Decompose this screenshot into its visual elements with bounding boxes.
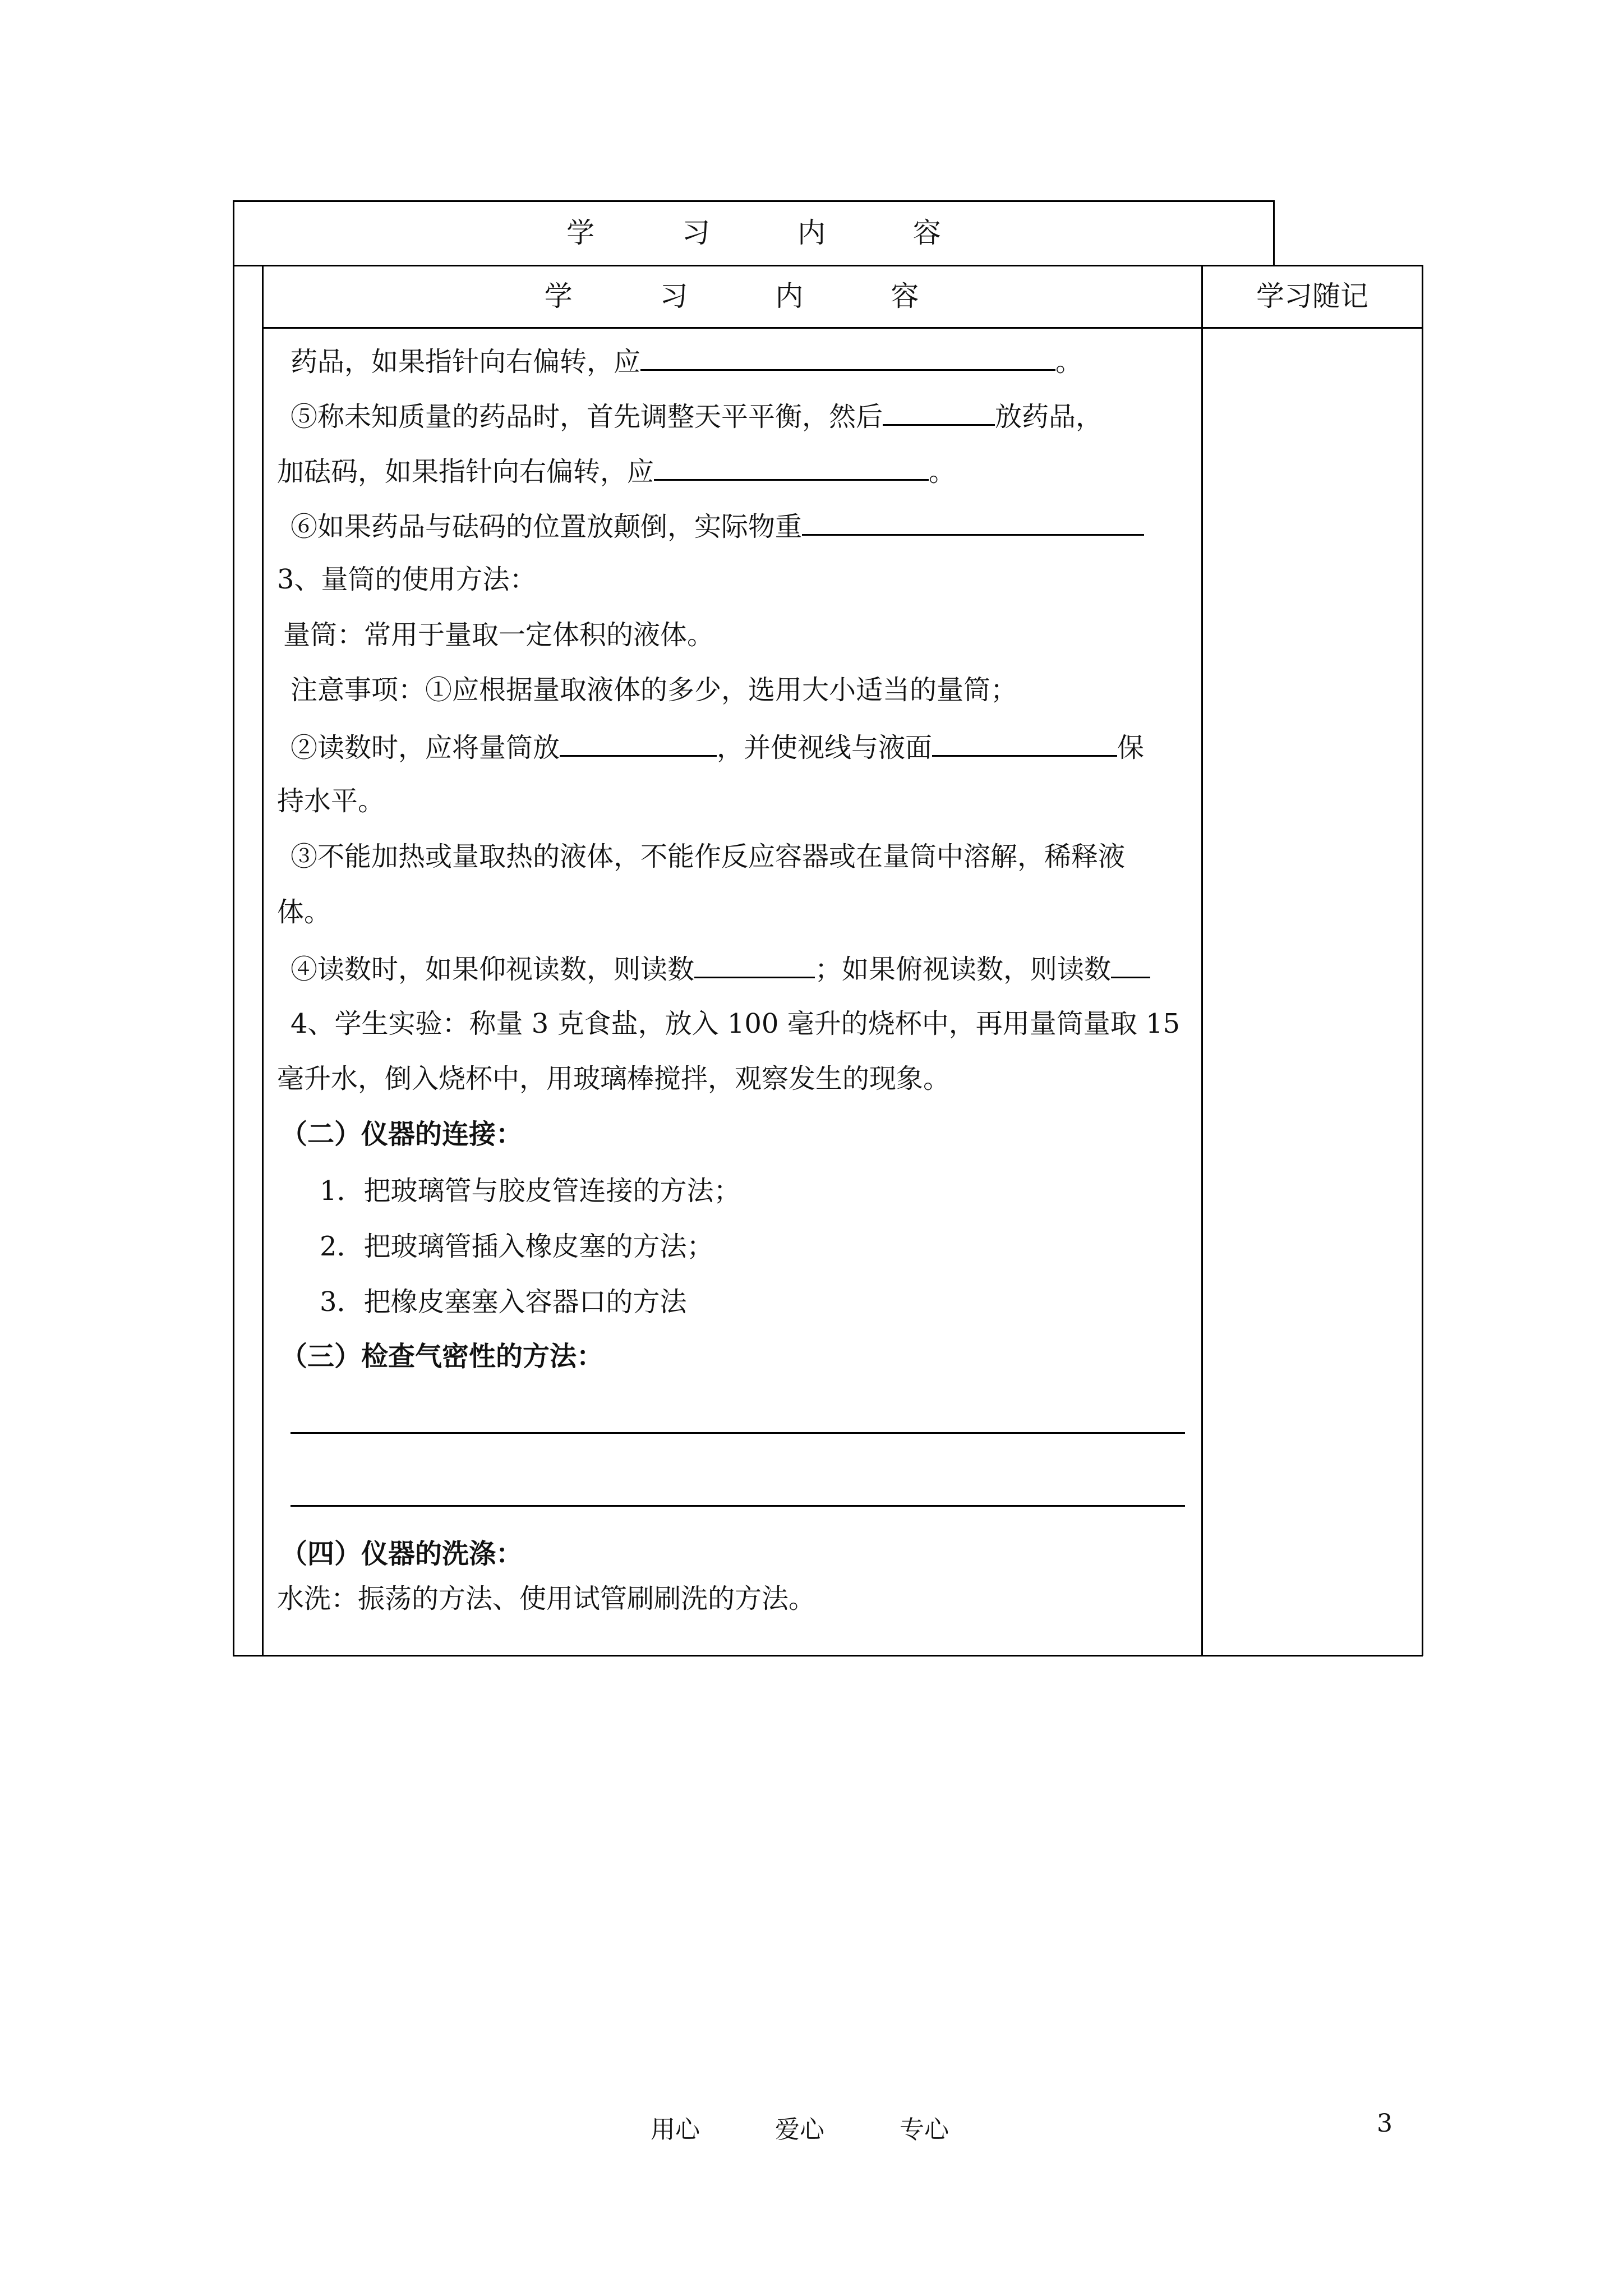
footer-motto <box>651 2109 949 2145</box>
motto-3: 专心 <box>900 2115 949 2144</box>
section-heading-4: （四）仪器的洗涤： <box>280 1538 523 1570</box>
answer-blank <box>932 729 1117 757</box>
outer-top-border <box>233 200 1275 202</box>
header-bottom-border <box>262 327 1423 329</box>
answer-blank <box>883 398 995 426</box>
table-bottom-border <box>233 1655 1423 1657</box>
outer-header-char-2: 习 <box>682 217 711 249</box>
outer-header-char-3: 内 <box>797 217 826 249</box>
inner-header-char-2: 习 <box>660 280 688 312</box>
outer-header-char-4: 容 <box>912 217 941 249</box>
text-line-10: ③不能加热或量取热的液体，不能作反应容器或在量筒中溶解，稀释液 <box>291 841 1126 872</box>
text-line-7: 注意事项：①应根据量取液体的多少，选用大小适当的量筒； <box>291 674 1018 706</box>
answer-blank <box>560 729 717 757</box>
outer-header <box>233 216 1275 250</box>
column-divider <box>1201 265 1203 1656</box>
inner-header <box>262 279 1201 313</box>
inner-header-char-3: 内 <box>775 280 804 312</box>
answer-line-2 <box>291 1505 1185 1507</box>
section-heading-2: （二）仪器的连接： <box>280 1119 523 1150</box>
list-item-2-2: 2．把玻璃管插入橡皮塞的方法； <box>320 1231 714 1262</box>
inner-right-border <box>1422 265 1423 1656</box>
text-line-13: 4、学生实验：称量 3 克食盐，放入 100 毫升的烧杯中，再用量筒量取 15 <box>291 1008 1181 1039</box>
answer-blank <box>802 508 1144 536</box>
motto-2: 爱心 <box>775 2115 824 2144</box>
inner-left-border <box>262 265 264 1656</box>
outer-left-border <box>233 200 234 1656</box>
text-line-8: ②读数时，应将量筒放 ，并使视线与液面 保 <box>291 729 1144 765</box>
inner-header-char-1: 学 <box>544 280 573 312</box>
text-line-14: 毫升水，倒入烧杯中，用玻璃棒搅拌，观察发生的现象。 <box>277 1063 951 1094</box>
answer-blank <box>694 951 815 978</box>
answer-line-1 <box>291 1432 1185 1434</box>
text-line-12: ④读数时，如果仰视读数，则读数 ；如果俯视读数，则读数 <box>291 951 1150 986</box>
text-line-3: 加砝码，如果指针向右偏转，应 。 <box>277 453 956 489</box>
answer-blank <box>1111 951 1150 978</box>
text-line-1: 药品，如果指针向右偏转，应 。 <box>291 343 1082 379</box>
text-line-9: 持水平。 <box>277 785 385 817</box>
answer-blank <box>654 453 929 481</box>
list-item-2-3: 3．把橡皮塞塞入容器口的方法 <box>320 1286 687 1318</box>
text-line-6: 量筒：常用于量取一定体积的液体。 <box>283 619 714 651</box>
outer-header-char-1: 学 <box>566 217 595 249</box>
text-line-5: 3、量筒的使用方法： <box>277 564 537 595</box>
list-item-2-1: 1．把玻璃管与胶皮管连接的方法； <box>320 1175 741 1207</box>
inner-header-char-4: 容 <box>891 280 919 312</box>
inner-top-border <box>233 265 1423 266</box>
text-line-11: 体。 <box>277 896 331 928</box>
page-number: 3 <box>1377 2109 1393 2138</box>
section-heading-3: （三）检查气密性的方法： <box>280 1341 604 1372</box>
motto-1: 用心 <box>651 2115 700 2144</box>
answer-blank <box>640 343 1055 371</box>
text-line-wash: 水洗：振荡的方法、使用试管刷刷洗的方法。 <box>277 1583 816 1614</box>
notes-header: 学习随记 <box>1256 280 1368 312</box>
text-line-2: ⑤称未知质量的药品时，首先调整天平平衡，然后 放药品， <box>291 398 1103 434</box>
text-line-4: ⑥如果药品与砝码的位置放颠倒，实际物重 <box>291 508 1144 544</box>
